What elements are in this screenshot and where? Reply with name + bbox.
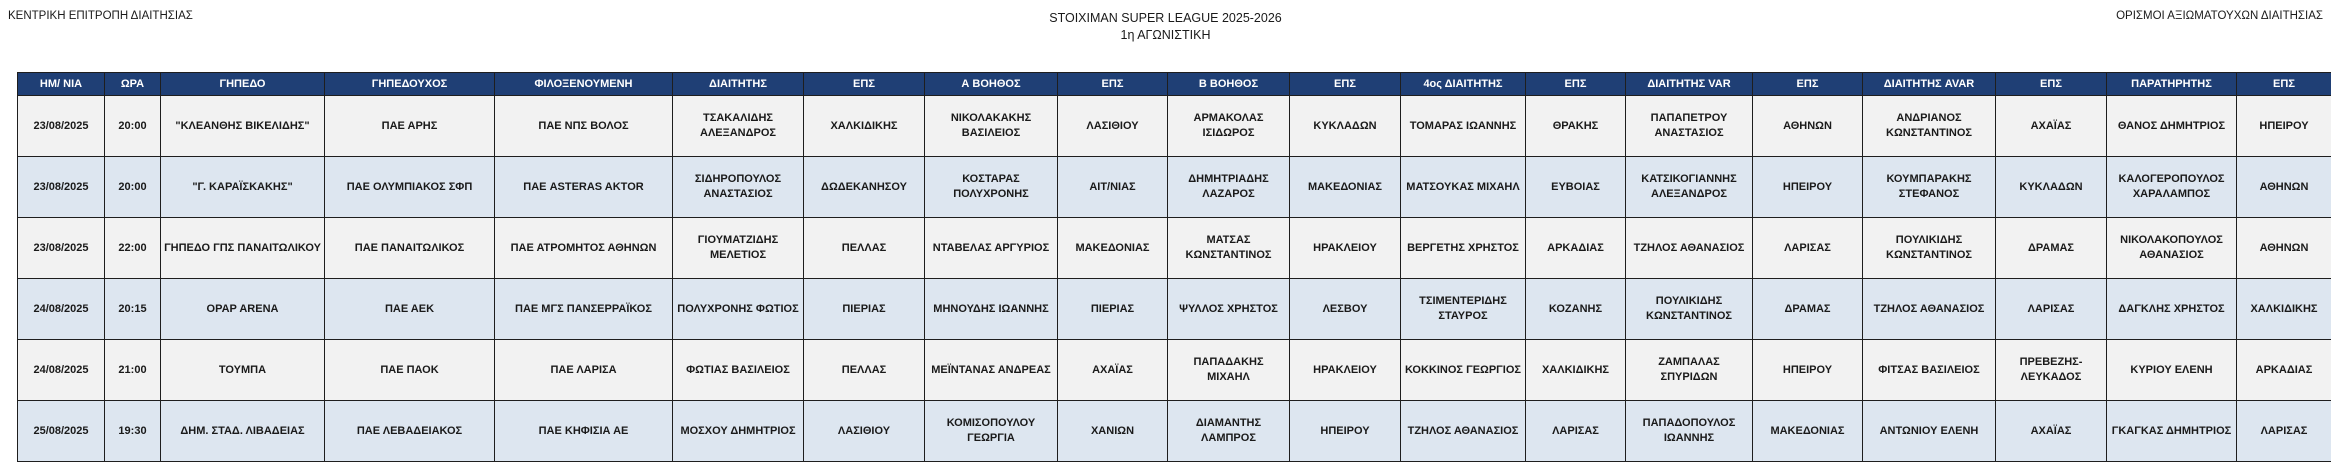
table-cell: ΜΗΝΟΥΔΗΣ ΙΩΑΝΝΗΣ [925,279,1058,340]
table-cell: ΠΡΕΒΕΖΗΣ- ΛΕΥΚΑΔΟΣ [1996,340,2107,401]
table-cell: ΠΑΕ ΑΤΡΟΜΗΤΟΣ ΑΘΗΝΩΝ [495,218,673,279]
table-cell: "ΚΛΕΑΝΘΗΣ ΒΙΚΕΛΙΔΗΣ" [161,96,325,157]
table-cell: ΔΙΑΜΑΝΤΗΣ ΛΑΜΠΡΟΣ [1168,401,1290,462]
column-header: ΕΠΣ [2237,73,2331,96]
table-cell: OPAP ARENA [161,279,325,340]
table-cell: ΔΗΜΗΤΡΙΑΔΗΣ ΛΑΖΑΡΟΣ [1168,157,1290,218]
table-cell: ΖΑΜΠΑΛΑΣ ΣΠΥΡΙΔΩΝ [1626,340,1753,401]
table-cell: 23/08/2025 [18,96,105,157]
table-cell: ΗΠΕΙΡΟΥ [1753,157,1863,218]
table-cell: ΗΡΑΚΛΕΙΟΥ [1290,340,1401,401]
table-cell: ΒΕΡΓΕΤΗΣ ΧΡΗΣΤΟΣ [1401,218,1526,279]
column-header: ΔΙΑΙΤΗΤΗΣ VAR [1626,73,1753,96]
table-cell: ΘΡΑΚΗΣ [1526,96,1626,157]
table-cell: ΠΑΕ ΛΕΒΑΔΕΙΑΚΟΣ [325,401,495,462]
table-cell: ΚΟΜΙΣΟΠΟΥΛΟΥ ΓΕΩΡΓΙΑ [925,401,1058,462]
table-cell: 25/08/2025 [18,401,105,462]
column-header: ΕΠΣ [1753,73,1863,96]
page-title [0,10,2331,44]
table-cell: ΜΑΚΕΔΟΝΙΑΣ [1290,157,1401,218]
column-header: ΠΑΡΑΤΗΡΗΤΗΣ [2107,73,2237,96]
table-cell: ΦΙΤΣΑΣ ΒΑΣΙΛΕΙΟΣ [1863,340,1996,401]
table-row [18,157,2331,218]
table-cell: ΜΑΤΣΑΣ ΚΩΝΣΤΑΝΤΙΝΟΣ [1168,218,1290,279]
table-cell: ΜΑΚΕΔΟΝΙΑΣ [1058,218,1168,279]
table-cell: ΑΡΚΑΔΙΑΣ [1526,218,1626,279]
table-cell: ΠΟΥΛΙΚΙΔΗΣ ΚΩΝΣΤΑΝΤΙΝΟΣ [1863,218,1996,279]
table-cell: ΧΑΝΙΩΝ [1058,401,1168,462]
table-cell: ΠΑΕ ΟΛΥΜΠΙΑΚΟΣ ΣΦΠ [325,157,495,218]
table-cell: ΔΑΓΚΛΗΣ ΧΡΗΣΤΟΣ [2107,279,2237,340]
column-header: ΕΠΣ [1996,73,2107,96]
appointments-table [17,72,2331,462]
table-cell: ΛΕΣΒΟΥ [1290,279,1401,340]
column-header: ΔΙΑΙΤΗΤΗΣ AVAR [1863,73,1996,96]
table-cell: ΛΑΣΙΘΙΟΥ [1058,96,1168,157]
table-cell: ΑΧΑΪΑΣ [1058,340,1168,401]
table-cell: ΝΙΚΟΛΑΚΑΚΗΣ ΒΑΣΙΛΕΙΟΣ [925,96,1058,157]
table-cell: ΠΑΕ ΚΗΦΙΣΙΑ ΑΕ [495,401,673,462]
table-cell: ΜΑΤΣΟΥΚΑΣ ΜΙΧΑΗΛ [1401,157,1526,218]
table-cell: ΚΟΥΜΠΑΡΑΚΗΣ ΣΤΕΦΑΝΟΣ [1863,157,1996,218]
column-header: ΕΠΣ [1058,73,1168,96]
table-cell: 20:00 [105,157,161,218]
table-cell: ΑΝΔΡΙΑΝΟΣ ΚΩΝΣΤΑΝΤΙΝΟΣ [1863,96,1996,157]
table-cell: 24/08/2025 [18,279,105,340]
table-cell: ΔΡΑΜΑΣ [1996,218,2107,279]
table-cell: ΠΕΛΛΑΣ [804,218,925,279]
table-cell: ΗΠΕΙΡΟΥ [2237,96,2331,157]
table-cell: ΤΟΜΑΡΑΣ ΙΩΑΝΝΗΣ [1401,96,1526,157]
column-header: ΓΗΠΕΔΟΥΧΟΣ [325,73,495,96]
table-cell: ΠΑΕ ΝΠΣ ΒΟΛΟΣ [495,96,673,157]
table-row [18,340,2331,401]
table-row [18,279,2331,340]
table-cell: ΧΑΛΚΙΔΙΚΗΣ [2237,279,2331,340]
table-cell: ΧΑΛΚΙΔΙΚΗΣ [804,96,925,157]
table-cell: ΝΤΑΒΕΛΑΣ ΑΡΓΥΡΙΟΣ [925,218,1058,279]
table-cell: 23/08/2025 [18,218,105,279]
appointments-label: ΟΡΙΣΜΟΙ ΑΞΙΩΜΑΤΟΥΧΩΝ ΔΙΑΙΤΗΣΙΑΣ [2116,10,2323,22]
table-cell: ΑΘΗΝΩΝ [1753,96,1863,157]
table-cell: ΠΙΕΡΙΑΣ [804,279,925,340]
table-cell: ΠΑΠΑΔΑΚΗΣ ΜΙΧΑΗΛ [1168,340,1290,401]
table-cell: ΔΩΔΕΚΑΝΗΣΟΥ [804,157,925,218]
table-cell: ΓΚΑΓΚΑΣ ΔΗΜΗΤΡΙΟΣ [2107,401,2237,462]
table-cell: ΚΑΛΟΓΕΡΟΠΟΥΛΟΣ ΧΑΡΑΛΑΜΠΟΣ [2107,157,2237,218]
table-cell: ΗΠΕΙΡΟΥ [1753,340,1863,401]
column-header: ΓΗΠΕΔΟ [161,73,325,96]
table-cell: ΝΙΚΟΛΑΚΟΠΟΥΛΟΣ ΑΘΑΝΑΣΙΟΣ [2107,218,2237,279]
column-header: 4ος ΔΙΑΙΤΗΤΗΣ [1401,73,1526,96]
table-cell: ΔΗΜ. ΣΤΑΔ. ΛΙΒΑΔΕΙΑΣ [161,401,325,462]
table-cell: ΑΡΚΑΔΙΑΣ [2237,340,2331,401]
table-cell: ΑΘΗΝΩΝ [2237,218,2331,279]
column-header: ΔΙΑΙΤΗΤΗΣ [673,73,804,96]
table-cell: ΛΑΣΙΘΙΟΥ [804,401,925,462]
table-row [18,401,2331,462]
table-row [18,96,2331,157]
table-cell: ΧΑΛΚΙΔΙΚΗΣ [1526,340,1626,401]
column-header: ΕΠΣ [1290,73,1401,96]
table-cell: ΛΑΡΙΣΑΣ [2237,401,2331,462]
matchday-subtitle: 1η ΑΓΩΝΙΣΤΙΚΗ [1120,28,1211,42]
table-cell: ΤΣΙΜΕΝΤΕΡΙΔΗΣ ΣΤΑΥΡΟΣ [1401,279,1526,340]
table-cell: ΚΟΖΑΝΗΣ [1526,279,1626,340]
table-cell: ΛΑΡΙΣΑΣ [1753,218,1863,279]
table-cell: 21:00 [105,340,161,401]
table-cell: ΑΡΜΑΚΟΛΑΣ ΙΣΙΔΩΡΟΣ [1168,96,1290,157]
table-cell: ΗΡΑΚΛΕΙΟΥ [1290,218,1401,279]
table-row [18,218,2331,279]
table-cell: ΜΑΚΕΔΟΝΙΑΣ [1753,401,1863,462]
table-cell: ΓΗΠΕΔΟ ΓΠΣ ΠΑΝΑΙΤΩΛΙΚΟΥ [161,218,325,279]
committee-label: ΚΕΝΤΡΙΚΗ ΕΠΙΤΡΟΠΗ ΔΙΑΙΤΗΣΙΑΣ [8,10,193,22]
table-cell: ΛΑΡΙΣΑΣ [1526,401,1626,462]
table-cell: ΠΑΕ ΑΡΗΣ [325,96,495,157]
table-cell: ΠΟΛΥΧΡΟΝΗΣ ΦΩΤΙΟΣ [673,279,804,340]
column-header: ΕΠΣ [1526,73,1626,96]
table-cell: ΠΑΕ ΠΑΝΑΙΤΩΛΙΚΟΣ [325,218,495,279]
table-cell: ΑΧΑΪΑΣ [1996,401,2107,462]
table-cell: ΚΑΤΣΙΚΟΓΙΑΝΝΗΣ ΑΛΕΞΑΝΔΡΟΣ [1626,157,1753,218]
table-cell: ΠΟΥΛΙΚΙΔΗΣ ΚΩΝΣΤΑΝΤΙΝΟΣ [1626,279,1753,340]
table-cell: ΠΑΠΑΠΕΤΡΟΥ ΑΝΑΣΤΑΣΙΟΣ [1626,96,1753,157]
column-header: ΗΜ/ ΝΙΑ [18,73,105,96]
table-cell: ΠΙΕΡΙΑΣ [1058,279,1168,340]
table-cell: "Γ. ΚΑΡΑΪΣΚΑΚΗΣ" [161,157,325,218]
table-cell: ΔΡΑΜΑΣ [1753,279,1863,340]
column-header: ΕΠΣ [804,73,925,96]
table-cell: ΑΧΑΪΑΣ [1996,96,2107,157]
table-cell: ΘΑΝΟΣ ΔΗΜΗΤΡΙΟΣ [2107,96,2237,157]
table-cell: 22:00 [105,218,161,279]
league-title: STOIXIMAN SUPER LEAGUE 2025-2026 [1049,11,1282,25]
table-cell: ΜΕΪΝΤΑΝΑΣ ΑΝΔΡΕΑΣ [925,340,1058,401]
table-cell: ΚΟΣΤΑΡΑΣ ΠΟΛΥΧΡΟΝΗΣ [925,157,1058,218]
table-cell: ΠΑΠΑΔΟΠΟΥΛΟΣ ΙΩΑΝΝΗΣ [1626,401,1753,462]
table-cell: ΤΖΗΛΟΣ ΑΘΑΝΑΣΙΟΣ [1626,218,1753,279]
table-cell: ΤΖΗΛΟΣ ΑΘΑΝΑΣΙΟΣ [1401,401,1526,462]
table-cell: ΗΠΕΙΡΟΥ [1290,401,1401,462]
table-cell: ΠΑΕ ΠΑΟΚ [325,340,495,401]
table-cell: 20:15 [105,279,161,340]
table-cell: ΚΥΚΛΑΔΩΝ [1290,96,1401,157]
column-header: Α ΒΟΗΘΟΣ [925,73,1058,96]
table-cell: ΠΑΕ ΑΕΚ [325,279,495,340]
column-header: ΦΙΛΟΞΕΝΟΥΜΕΝΗ [495,73,673,96]
table-cell: 23/08/2025 [18,157,105,218]
table-cell: ΕΥΒΟΙΑΣ [1526,157,1626,218]
table-cell: ΠΑΕ ΛΑΡΙΣΑ [495,340,673,401]
table-body [18,96,2331,462]
table-cell: ΚΥΡΙΟΥ ΕΛΕΝΗ [2107,340,2237,401]
table-header-row [18,73,2331,96]
table-cell: ΨΥΛΛΟΣ ΧΡΗΣΤΟΣ [1168,279,1290,340]
table-cell: ΓΙΟΥΜΑΤΖΙΔΗΣ ΜΕΛΕΤΙΟΣ [673,218,804,279]
table-cell: ΦΩΤΙΑΣ ΒΑΣΙΛΕΙΟΣ [673,340,804,401]
column-header: Β ΒΟΗΘΟΣ [1168,73,1290,96]
table-cell: 20:00 [105,96,161,157]
table-cell: ΜΟΣΧΟΥ ΔΗΜΗΤΡΙΟΣ [673,401,804,462]
table-cell: ΤΣΑΚΑΛΙΔΗΣ ΑΛΕΞΑΝΔΡΟΣ [673,96,804,157]
column-header: ΩΡΑ [105,73,161,96]
table-cell: ΤΖΗΛΟΣ ΑΘΑΝΑΣΙΟΣ [1863,279,1996,340]
table-cell: ΠΑΕ ASTERAS AKTOR [495,157,673,218]
table-cell: ΚΟΚΚΙΝΟΣ ΓΕΩΡΓΙΟΣ [1401,340,1526,401]
table-cell: ΛΑΡΙΣΑΣ [1996,279,2107,340]
table-cell: 24/08/2025 [18,340,105,401]
table-cell: ΠΑΕ ΜΓΣ ΠΑΝΣΕΡΡΑΪΚΟΣ [495,279,673,340]
table-cell: ΣΙΔΗΡΟΠΟΥΛΟΣ ΑΝΑΣΤΑΣΙΟΣ [673,157,804,218]
table-cell: ΑΘΗΝΩΝ [2237,157,2331,218]
table-cell: 19:30 [105,401,161,462]
table-cell: ΠΕΛΛΑΣ [804,340,925,401]
table-cell: ΑΙΤ/ΝΙΑΣ [1058,157,1168,218]
table-cell: ΑΝΤΩΝΙΟΥ ΕΛΕΝΗ [1863,401,1996,462]
table-cell: ΚΥΚΛΑΔΩΝ [1996,157,2107,218]
table-cell: ΤΟΥΜΠΑ [161,340,325,401]
